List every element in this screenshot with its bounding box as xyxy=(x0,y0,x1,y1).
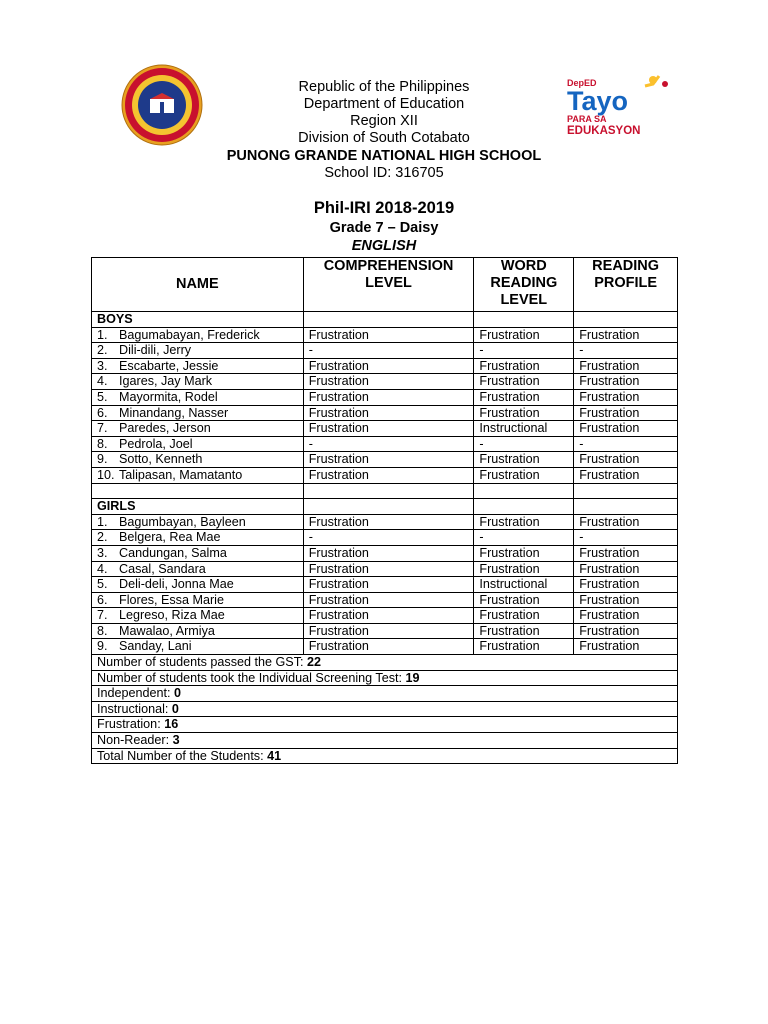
student-name-cell xyxy=(92,327,304,343)
reading-profile-cell: Frustration xyxy=(574,514,678,530)
para-sa-text: PARA SA xyxy=(567,114,607,124)
comprehension-level-cell: Frustration xyxy=(303,452,474,468)
reading-profile-cell: Frustration xyxy=(574,467,678,483)
summary-label: Instructional: xyxy=(97,701,172,716)
student-name: Legreso, Riza Mae xyxy=(119,608,225,623)
reading-profile-cell: Frustration xyxy=(574,452,678,468)
table-row xyxy=(92,374,678,390)
student-name-cell xyxy=(92,592,304,608)
comprehension-level-cell: Frustration xyxy=(303,577,474,593)
section-label-girls: GIRLS xyxy=(92,499,304,515)
word-reading-level-cell: Frustration xyxy=(474,514,574,530)
reading-profile-cell: Frustration xyxy=(574,623,678,639)
header-word-reading-level: WORD READING LEVEL xyxy=(474,258,574,312)
word-reading-level-cell: Frustration xyxy=(474,374,574,390)
student-name: Casal, Sandara xyxy=(119,561,206,576)
summary-value: 16 xyxy=(164,717,179,732)
word-reading-level-cell: Frustration xyxy=(474,467,574,483)
student-name: Mayormita, Rodel xyxy=(119,389,218,404)
reading-profile-cell: Frustration xyxy=(574,327,678,343)
word-reading-level-cell: Frustration xyxy=(474,327,574,343)
section-row-girls xyxy=(92,499,678,515)
word-reading-level-cell: - xyxy=(474,530,574,546)
table-row xyxy=(92,623,678,639)
table-row xyxy=(92,343,678,359)
word-reading-level-cell: Frustration xyxy=(474,358,574,374)
student-name-cell xyxy=(92,467,304,483)
summary-label: Number of students took the Individual Screening Test: xyxy=(97,670,406,685)
word-reading-level-cell: Frustration xyxy=(474,639,574,655)
table-row xyxy=(92,452,678,468)
comprehension-level-cell: Frustration xyxy=(303,545,474,561)
comprehension-level-cell: - xyxy=(303,343,474,359)
reading-profile-cell: Frustration xyxy=(574,358,678,374)
program-title: Phil-IRI 2018-2019 xyxy=(313,199,455,217)
reading-profile-cell: Frustration xyxy=(574,389,678,405)
student-name: Minandang, Nasser xyxy=(119,405,229,420)
table-row xyxy=(92,530,678,546)
student-number: 9. xyxy=(97,452,108,467)
summary-row xyxy=(92,686,678,702)
summary-label: Total Number of the Students: xyxy=(97,748,268,763)
summary-label: Number of students passed the GST: xyxy=(97,655,308,670)
comprehension-level-cell: Frustration xyxy=(303,561,474,577)
summary-value: 3 xyxy=(172,733,180,748)
comprehension-level-cell: Frustration xyxy=(303,358,474,374)
table-row xyxy=(92,545,678,561)
subject-title: ENGLISH xyxy=(351,238,417,254)
reading-profile-cell: - xyxy=(574,343,678,359)
table-row xyxy=(92,561,678,577)
word-reading-level-cell: - xyxy=(474,436,574,452)
letterhead-line: Region XII xyxy=(350,113,418,129)
letterhead-line: Division of South Cotabato xyxy=(298,130,470,146)
word-reading-level-cell: Instructional xyxy=(474,577,574,593)
student-name-cell xyxy=(92,374,304,390)
table-row xyxy=(92,389,678,405)
summary-row xyxy=(92,748,678,764)
student-name-cell xyxy=(92,436,304,452)
reading-results-table xyxy=(91,257,678,764)
student-name: Dili-dili, Jerry xyxy=(119,343,192,358)
table-row xyxy=(92,514,678,530)
summary-value: 0 xyxy=(174,686,182,701)
student-name: Igares, Jay Mark xyxy=(119,374,213,389)
grade-section-title: Grade 7 – Daisy xyxy=(329,220,439,236)
comprehension-level-cell: Frustration xyxy=(303,374,474,390)
edukasyon-text: EDUKASYON xyxy=(567,125,641,137)
comprehension-level-cell: - xyxy=(303,530,474,546)
table-row xyxy=(92,436,678,452)
student-number: 1. xyxy=(97,327,108,342)
student-name-cell xyxy=(92,608,304,624)
student-number: 9. xyxy=(97,639,108,654)
student-name-cell xyxy=(92,623,304,639)
section-label-boys: BOYS xyxy=(92,312,304,328)
student-number: 4. xyxy=(97,374,108,389)
comprehension-level-cell: Frustration xyxy=(303,405,474,421)
comprehension-level-cell: Frustration xyxy=(303,623,474,639)
reading-profile-cell: Frustration xyxy=(574,374,678,390)
reading-profile-cell: Frustration xyxy=(574,561,678,577)
table-row xyxy=(92,592,678,608)
student-name-cell xyxy=(92,514,304,530)
student-number: 8. xyxy=(97,623,108,638)
reading-profile-cell: Frustration xyxy=(574,577,678,593)
word-reading-level-cell: Frustration xyxy=(474,623,574,639)
table-row xyxy=(92,327,678,343)
comprehension-level-cell: Frustration xyxy=(303,514,474,530)
student-number: 6. xyxy=(97,405,108,420)
summary-value: 22 xyxy=(307,655,322,670)
header-reading-profile: READING PROFILE xyxy=(574,258,678,312)
summary-label: Frustration: xyxy=(97,717,165,732)
summary-label: Non-Reader: xyxy=(97,733,173,748)
student-number: 10. xyxy=(97,467,115,482)
word-reading-level-cell: Frustration xyxy=(474,405,574,421)
summary-row xyxy=(92,733,678,749)
student-name: Paredes, Jerson xyxy=(119,421,211,436)
reading-profile-cell: - xyxy=(574,436,678,452)
word-reading-level-cell: Frustration xyxy=(474,608,574,624)
table-row xyxy=(92,467,678,483)
summary-label: Independent: xyxy=(97,686,175,701)
table-row xyxy=(92,405,678,421)
student-number: 6. xyxy=(97,592,108,607)
summary-row xyxy=(92,670,678,686)
student-name-cell xyxy=(92,358,304,374)
table-row xyxy=(92,577,678,593)
student-name: Escabarte, Jessie xyxy=(119,358,219,373)
comprehension-level-cell: Frustration xyxy=(303,327,474,343)
reading-profile-cell: Frustration xyxy=(574,405,678,421)
deped-logo-text: DepED xyxy=(567,78,597,88)
student-number: 7. xyxy=(97,608,108,623)
student-number: 5. xyxy=(97,577,108,592)
student-number: 3. xyxy=(97,358,108,373)
student-name-cell xyxy=(92,639,304,655)
summary-row xyxy=(92,701,678,717)
student-name-cell xyxy=(92,577,304,593)
student-name-cell xyxy=(92,452,304,468)
word-reading-level-cell: - xyxy=(474,343,574,359)
reading-profile-cell: Frustration xyxy=(574,592,678,608)
section-row-boys xyxy=(92,312,678,328)
summary-value: 0 xyxy=(171,701,179,716)
table-row xyxy=(92,608,678,624)
reading-profile-cell: Frustration xyxy=(574,639,678,655)
word-reading-level-cell: Frustration xyxy=(474,592,574,608)
student-number: 4. xyxy=(97,561,108,576)
word-reading-level-cell: Frustration xyxy=(474,389,574,405)
student-number: 3. xyxy=(97,545,108,560)
summary-row xyxy=(92,655,678,671)
student-number: 7. xyxy=(97,421,108,436)
student-number: 5. xyxy=(97,389,108,404)
school-name: PUNONG GRANDE NATIONAL HIGH SCHOOL xyxy=(226,148,542,164)
comprehension-level-cell: Frustration xyxy=(303,467,474,483)
reading-profile-cell: - xyxy=(574,530,678,546)
student-name: Deli-deli, Jonna Mae xyxy=(119,577,234,592)
table-row xyxy=(92,639,678,655)
student-name-cell xyxy=(92,530,304,546)
student-number: 1. xyxy=(97,514,108,529)
table-header-row xyxy=(92,258,678,312)
table-row xyxy=(92,358,678,374)
comprehension-level-cell: Frustration xyxy=(303,421,474,437)
comprehension-level-cell: Frustration xyxy=(303,592,474,608)
student-name: Sanday, Lani xyxy=(119,639,192,654)
school-id: School ID: 316705 xyxy=(324,165,444,181)
header-name: NAME xyxy=(92,258,304,312)
student-name: Pedrola, Joel xyxy=(119,436,193,451)
summary-value: 19 xyxy=(405,670,420,685)
student-name: Mawalao, Armiya xyxy=(119,623,215,638)
student-name-cell xyxy=(92,343,304,359)
student-name-cell xyxy=(92,421,304,437)
student-name: Bagumbayan, Bayleen xyxy=(119,514,246,529)
student-name: Flores, Essa Marie xyxy=(119,592,224,607)
word-reading-level-cell: Frustration xyxy=(474,452,574,468)
student-name: Bagumabayan, Frederick xyxy=(119,327,260,342)
comprehension-level-cell: Frustration xyxy=(303,389,474,405)
reading-profile-cell: Frustration xyxy=(574,545,678,561)
reading-profile-cell: Frustration xyxy=(574,421,678,437)
student-name-cell xyxy=(92,405,304,421)
comprehension-level-cell: Frustration xyxy=(303,608,474,624)
header-comprehension-level: COMPREHENSION LEVEL xyxy=(303,258,474,312)
comprehension-level-cell: Frustration xyxy=(303,639,474,655)
word-reading-level-cell: Frustration xyxy=(474,545,574,561)
table-row xyxy=(92,421,678,437)
letterhead-line: Republic of the Philippines xyxy=(298,79,470,95)
letterhead-line: Department of Education xyxy=(303,96,465,112)
word-reading-level-cell: Frustration xyxy=(474,561,574,577)
student-name: Belgera, Rea Mae xyxy=(119,530,221,545)
student-name-cell xyxy=(92,545,304,561)
student-name-cell xyxy=(92,561,304,577)
summary-value: 41 xyxy=(267,748,282,763)
blank-row xyxy=(92,483,678,499)
student-name-cell xyxy=(92,389,304,405)
word-reading-level-cell: Instructional xyxy=(474,421,574,437)
tayo-logo-text: Tayo xyxy=(567,86,629,116)
letterhead xyxy=(0,79,768,182)
summary-row xyxy=(92,717,678,733)
reading-profile-cell: Frustration xyxy=(574,608,678,624)
student-name: Candungan, Salma xyxy=(119,545,227,560)
student-name: Talipasan, Mamatanto xyxy=(119,467,243,482)
student-number: 2. xyxy=(97,343,108,358)
comprehension-level-cell: - xyxy=(303,436,474,452)
student-name: Sotto, Kenneth xyxy=(119,452,203,467)
student-number: 8. xyxy=(97,436,108,451)
student-number: 2. xyxy=(97,530,108,545)
